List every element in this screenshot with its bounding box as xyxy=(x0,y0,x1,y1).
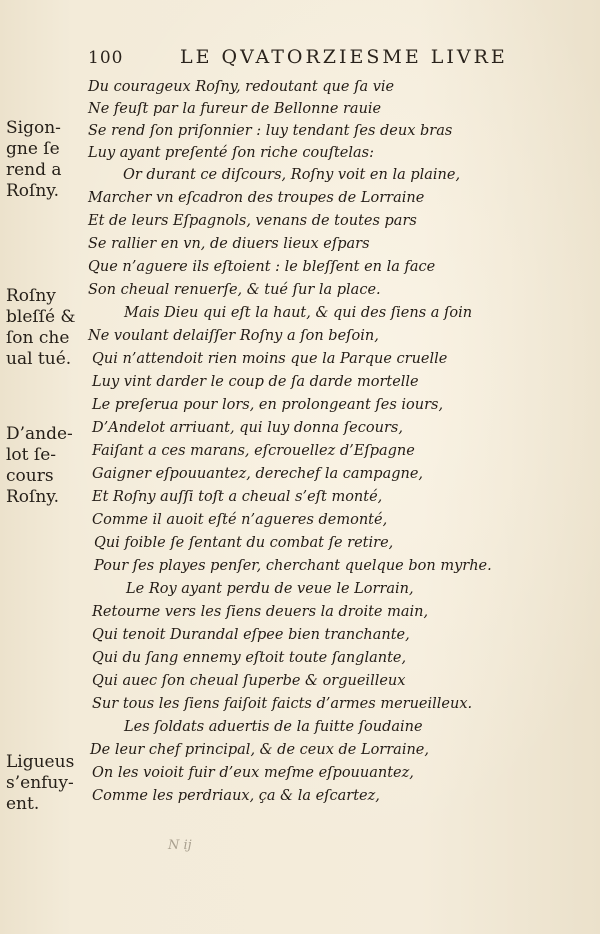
margin-note-sigongne xyxy=(6,118,86,202)
margin-note-line: ent. xyxy=(6,794,40,814)
verse-line: Le preſerua pour lors, en prolongeant ſes iours, xyxy=(92,397,444,413)
margin-note-line: gne ſe xyxy=(6,139,60,159)
running-title: LE QVATORZIESME LIVRE xyxy=(180,46,508,68)
verse-line: On les voioit fuir d’eux meſme eſpouuantez, xyxy=(92,765,414,781)
verse-line: Se rallier en vn, de diuers lieux eſpars xyxy=(88,236,370,252)
verse-line: Marcher vn eſcadron des troupes de Lorraine xyxy=(88,190,425,206)
verse-line: Son cheual renuerſe, & tué ſur la place. xyxy=(88,282,381,298)
verse-line: Luy ayant preſenté ſon riche couſtelas: xyxy=(88,145,374,161)
verse-line: Ne voulant delaiſſer Roſny a ſon beſoin, xyxy=(88,328,379,344)
verse-line: Qui n’attendoit rien moins que la Parque cruelle xyxy=(92,351,448,367)
margin-note-line: bleſſé & xyxy=(6,307,76,327)
margin-note-line: s’enfuy- xyxy=(6,773,74,793)
signature-mark: N ij xyxy=(168,838,192,853)
margin-note-ligueus xyxy=(6,752,86,815)
verse-line: Qui tenoit Durandal eſpee bien tranchante, xyxy=(92,627,410,643)
verse-line: Qui du ſang ennemy eſtoit toute ſanglante, xyxy=(92,650,407,666)
margin-note-line: Roſny. xyxy=(6,487,60,507)
margin-note-line: ual tué. xyxy=(6,349,72,369)
verse-line: Qui foible ſe ſentant du combat ſe retire, xyxy=(94,535,394,551)
margin-note-line: Roſny. xyxy=(6,181,60,201)
verse-line: Le Roy ayant perdu de veue le Lorrain, xyxy=(126,581,414,597)
verse-line: Sur tous les ſiens faiſoit faicts d’armes merueilleux. xyxy=(92,696,473,712)
margin-note-dandelot xyxy=(6,424,86,508)
verse-line: D’Andelot arriuant, qui luy donna ſecours, xyxy=(92,420,403,436)
verse-line: Or durant ce diſcours, Roſny voit en la plaine, xyxy=(123,167,461,183)
verse-line: Les ſoldats aduertis de la fuitte ſoudaine xyxy=(124,719,423,735)
verse-line: Ne feuſt par la fureur de Bellonne rauie xyxy=(88,101,382,117)
margin-note-line: Sigon- xyxy=(6,118,61,138)
margin-note-line: lot ſe- xyxy=(6,445,57,465)
margin-note-rosny-blesse xyxy=(6,286,86,370)
verse-line: Luy vint darder le coup de ſa darde mortelle xyxy=(92,374,419,390)
verse-line: Se rend ſon priſonnier : luy tendant ſes deux bras xyxy=(88,123,453,139)
margin-note-line: D’ande- xyxy=(6,424,73,444)
margin-note-line: Roſny xyxy=(6,286,56,306)
verse-line: Que n’aguere ils eſtoient : le bleſſent en la face xyxy=(88,259,436,275)
verse-line: Faiſant a ces marans, eſcrouellez d’Eſpagne xyxy=(92,443,415,459)
verse-line: Du courageux Roſny, redoutant que ſa vie xyxy=(88,79,395,95)
verse-line: Gaigner eſpouuantez, derechef la campagne, xyxy=(92,466,424,482)
verse-line: Mais Dieu qui eſt la haut, & qui des ſiens a ſoin xyxy=(124,305,473,321)
page-header xyxy=(88,46,508,72)
verse-line: Comme les perdriaux, ça & la eſcartez, xyxy=(92,788,380,804)
margin-note-line: cours xyxy=(6,466,54,486)
verse-line: Et de leurs Eſpagnols, venans de toutes pars xyxy=(88,213,417,229)
verse-line: Et Roſny auſſi toſt a cheual s’eſt monté, xyxy=(92,489,383,505)
verse-line: Pour ſes playes penſer, cherchant quelque bon myrhe. xyxy=(94,558,492,574)
verse-line: Comme il auoit eſté n’agueres demonté, xyxy=(92,512,388,528)
verse-line: Retourne vers les ſiens deuers la droite main, xyxy=(92,604,429,620)
margin-note-line: rend a xyxy=(6,160,62,180)
page-number: 100 xyxy=(88,48,124,68)
margin-note-line: Ligueus xyxy=(6,752,75,772)
verse-line: De leur chef principal, & de ceux de Lorraine, xyxy=(90,742,429,758)
margin-note-line: ſon che xyxy=(6,328,70,348)
verse-line: Qui auec ſon cheual ſuperbe & orgueilleux xyxy=(92,673,406,689)
